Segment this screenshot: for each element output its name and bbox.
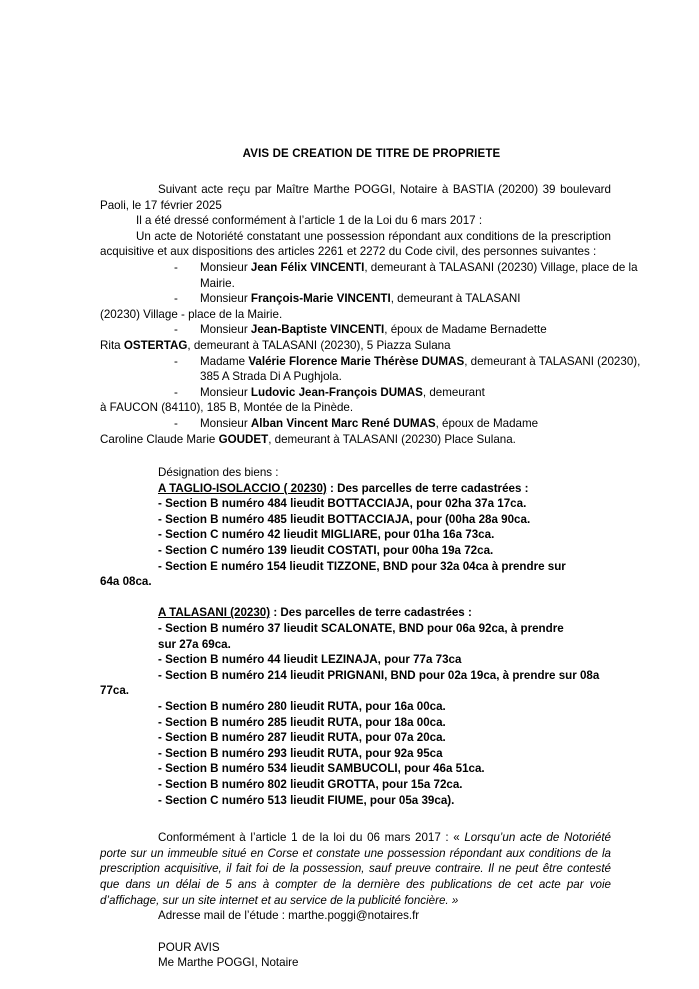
person-address-continued: Mairie.: [200, 276, 235, 290]
intro-paragraph-1: Suivant acte reçu par Maître Marthe POGGI, Notaire à BASTIA (20200) 39 boulevard Paoli, le 17 février 2025: [100, 183, 611, 212]
parcel-line: - Section B numéro 293 lieudit RUTA, pour 92a 95ca: [158, 746, 443, 760]
designation-block: [100, 465, 655, 808]
signature-block: [100, 940, 655, 971]
parcel-line-continued: 64a 08ca.: [100, 575, 152, 589]
list-bullet-dash: -: [174, 260, 178, 274]
commune-heading-rest: : Des parcelles de terre cadastrées :: [326, 481, 529, 495]
legal-quote-text: Lorsqu’un acte de Notoriété porte sur un immeuble situé en Corse et constate une possession répondant aux conditions de la prescription acquisitive, il fait foi de la possession, sauf preuve contraire. Il ne peut être contesté que dans un délai de 5 ans à compter de la dernière des publications de cet acte par voie d’affichage, sur un site internet et au service de la publicité foncière. »: [100, 831, 611, 907]
person-address-continued: [100, 338, 655, 354]
person-address-continued: [100, 432, 655, 448]
parcel-line: - Section C numéro 42 lieudit MIGLIARE, pour 01ha 16a 73ca.: [158, 528, 495, 542]
person-address-continued: à FAUCON (84110), 185 B, Montée de la Pinède.: [100, 401, 354, 415]
parcel-line: - Section B numéro 485 lieudit BOTTACCIAJA, pour (00ha 28a 90ca.: [158, 512, 531, 526]
intro-paragraph-2: Il a été dressé conformément à l’article 1 de la Loi du 6 mars 2017 :: [136, 214, 483, 228]
parcel-line: - Section C numéro 139 lieudit COSTATI, pour 00ha 19a 72ca.: [158, 544, 494, 558]
list-bullet-dash: -: [174, 323, 178, 337]
person-spouse: , époux de Madame Bernadette: [384, 323, 547, 337]
parcel-line: - Section B numéro 280 lieudit RUTA, pour 16a 00ca.: [158, 700, 446, 713]
parcel-line: - Section B numéro 802 lieudit GROTTA, pour 15a 72ca.: [158, 777, 463, 791]
spouse-address: , demeurant à TALASANI (20230), 5 Piazza Sulana: [187, 338, 451, 352]
spouse-prefix: Caroline Claude Marie: [100, 432, 219, 446]
person-prefix: Monsieur: [200, 416, 251, 430]
commune-heading-talasani: [158, 605, 655, 621]
person-address-continued: (20230) Village - place de la Mairie.: [100, 307, 283, 321]
parcel-line: - Section B numéro 285 lieudit RUTA, pour 18a 00ca.: [158, 715, 446, 729]
person-spouse: , époux de Madame: [435, 416, 539, 430]
parcel-line: - Section B numéro 214 lieudit PRIGNANI, BND pour 02a 19ca, à prendre sur 08a: [158, 668, 600, 682]
list-item: [100, 354, 655, 385]
person-address-continued: 385 A Strada Di A Pughjola.: [200, 370, 342, 384]
parcel-line-continued: sur 27a 69ca.: [158, 637, 231, 651]
parcel-line: - Section C numéro 513 lieudit FIUME, pour 05a 39ca).: [158, 793, 455, 807]
spouse-name: OSTERTAG: [123, 338, 188, 352]
person-name: Jean-Baptiste VINCENTI: [250, 323, 385, 337]
parcel-line: - Section B numéro 37 lieudit SCALONATE, BND pour 06a 92ca, à prendre: [158, 622, 564, 636]
spouse-prefix: Rita: [100, 338, 124, 352]
parcel-line-continued: 77ca.: [100, 684, 130, 698]
signature-notary-name: Me Marthe POGGI, Notaire: [158, 956, 299, 970]
email-line: Adresse mail de l’étude : marthe.poggi@notaires.fr: [158, 909, 420, 923]
list-bullet-dash: -: [174, 385, 178, 399]
person-name: François-Marie VINCENTI: [250, 292, 391, 306]
person-name: Valérie Florence Marie Thérèse DUMAS: [248, 354, 465, 368]
parcel-line: - Section E numéro 154 lieudit TIZZONE, BND pour 32a 04ca à prendre sur: [158, 559, 566, 573]
spouse-address: , demeurant à TALASANI (20230) Place Sulana.: [268, 432, 516, 446]
designation-lead: Désignation des biens :: [158, 466, 279, 480]
person-address: , demeurant: [422, 385, 485, 399]
legal-quote-paragraph: [100, 830, 655, 908]
person-name: Ludovic Jean-François DUMAS: [250, 385, 423, 399]
person-address: , demeurant à TALASANI (20230) Village, place de la: [364, 260, 638, 274]
page-title: AVIS DE CREATION DE TITRE DE PROPRIETE: [242, 148, 501, 160]
person-name: Jean Félix VINCENTI: [250, 260, 365, 274]
list-bullet-dash: -: [174, 292, 178, 306]
list-item: [100, 322, 655, 353]
list-item: [100, 291, 655, 322]
intro-paragraph-3: Un acte de Notoriété constatant une possession répondant aux conditions de la prescription acquisitive et aux dispositions des articles 2261 et 2272 du Code civil, des personnes suivantes :: [100, 229, 611, 259]
list-item: [100, 385, 655, 416]
commune-name: A TAGLIO-ISOLACCIO ( 20230): [158, 481, 327, 495]
commune-heading-taglio-isolaccio: [158, 481, 655, 497]
commune-heading-rest: : Des parcelles de terre cadastrées :: [270, 606, 472, 620]
person-address: , demeurant à TALASANI: [390, 292, 521, 306]
person-prefix: Monsieur: [200, 292, 251, 306]
person-prefix: Monsieur: [200, 385, 251, 399]
commune-name: A TALASANI (20230): [158, 606, 271, 620]
parcel-line: - Section B numéro 287 lieudit RUTA, pour 07a 20ca.: [158, 731, 446, 745]
legal-quote-prefix: Conformément à l’article 1 de la loi du 06 mars 2017 : «: [158, 831, 465, 845]
spouse-name: GOUDET: [218, 432, 269, 446]
person-prefix: Monsieur: [200, 260, 251, 274]
section-spacer: [158, 590, 655, 606]
parcel-line: - Section B numéro 44 lieudit LEZINAJA, pour 77a 73ca: [158, 653, 462, 667]
persons-list: [100, 260, 655, 447]
person-prefix: Monsieur: [200, 323, 251, 337]
list-bullet-dash: -: [174, 416, 178, 430]
person-name: Alban Vincent Marc René DUMAS: [250, 416, 436, 430]
list-item: [100, 260, 655, 291]
list-bullet-dash: -: [174, 354, 178, 368]
parcel-line: - Section B numéro 484 lieudit BOTTACCIAJA, pour 02ha 37a 17ca.: [158, 497, 527, 511]
signature-pour-avis: POUR AVIS: [158, 940, 220, 954]
parcel-line: - Section B numéro 534 lieudit SAMBUCOLI, pour 46a 51ca.: [158, 762, 485, 776]
person-address: , demeurant à TALASANI (20230),: [464, 354, 641, 368]
person-prefix: Madame: [200, 354, 249, 368]
list-item: [100, 416, 655, 447]
